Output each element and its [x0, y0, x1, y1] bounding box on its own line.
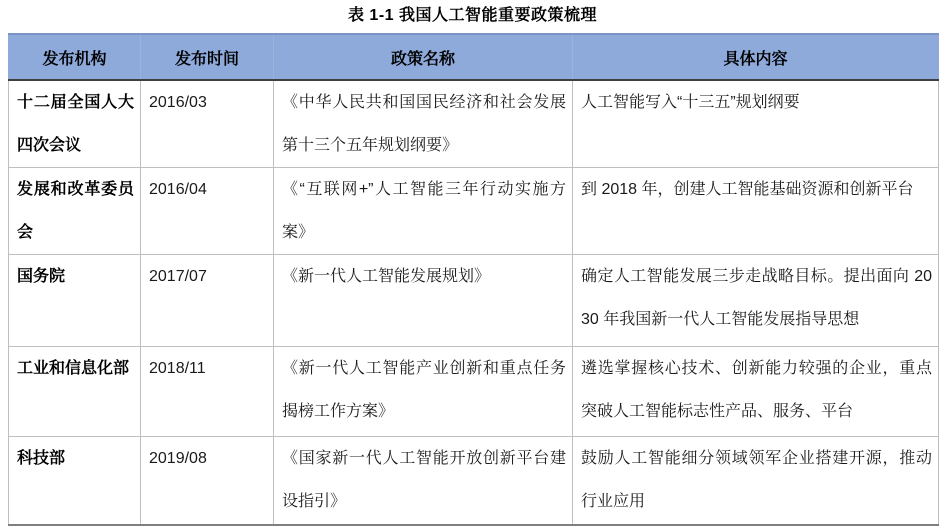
- cell-agency: 十二届全国人大四次会议: [9, 80, 141, 168]
- column-header-date: 发布时间: [141, 34, 274, 80]
- page-title: 表 1-1 我国人工智能重要政策梳理: [347, 7, 598, 24]
- cell-content: 人工智能写入“十三五”规划纲要: [573, 80, 939, 168]
- cell-policy: 《国家新一代人工智能开放创新平台建设指引》: [274, 437, 573, 525]
- cell-date: 2017/07: [141, 255, 274, 347]
- cell-agency: 发展和改革委员会: [9, 168, 141, 255]
- cell-policy: 《新一代人工智能发展规划》: [274, 255, 573, 347]
- column-header-policy: 政策名称: [274, 34, 573, 80]
- cell-content: 鼓励人工智能细分领域领军企业搭建开源，推动行业应用: [573, 437, 939, 525]
- cell-date: 2016/04: [141, 168, 274, 255]
- cell-date: 2018/11: [141, 347, 274, 437]
- cell-content: 确定人工智能发展三步走战略目标。提出面向 2030 年我国新一代人工智能发展指导思想: [573, 255, 939, 347]
- cell-content: 遴选掌握核心技术、创新能力较强的企业，重点突破人工智能标志性产品、服务、平台: [573, 347, 939, 437]
- table-row: [9, 437, 939, 525]
- cell-policy: 《“互联网+”人工智能三年行动实施方案》: [274, 168, 573, 255]
- table-header-row: [9, 34, 939, 80]
- cell-agency: 工业和信息化部: [9, 347, 141, 437]
- table-row: [9, 168, 939, 255]
- table-row: [9, 255, 939, 347]
- column-header-agency: 发布机构: [9, 34, 141, 80]
- cell-date: 2016/03: [141, 80, 274, 168]
- cell-policy: 《新一代人工智能产业创新和重点任务揭榜工作方案》: [274, 347, 573, 437]
- cell-content: 到 2018 年，创建人工智能基础资源和创新平台: [573, 168, 939, 255]
- table-row: [9, 347, 939, 437]
- cell-agency: 科技部: [9, 437, 141, 525]
- cell-date: 2019/08: [141, 437, 274, 525]
- policy-table: [8, 33, 939, 526]
- cell-agency: 国务院: [9, 255, 141, 347]
- table-row: [9, 80, 939, 168]
- column-header-content: 具体内容: [573, 34, 939, 80]
- cell-policy: 《中华人民共和国国民经济和社会发展第十三个五年规划纲要》: [274, 80, 573, 168]
